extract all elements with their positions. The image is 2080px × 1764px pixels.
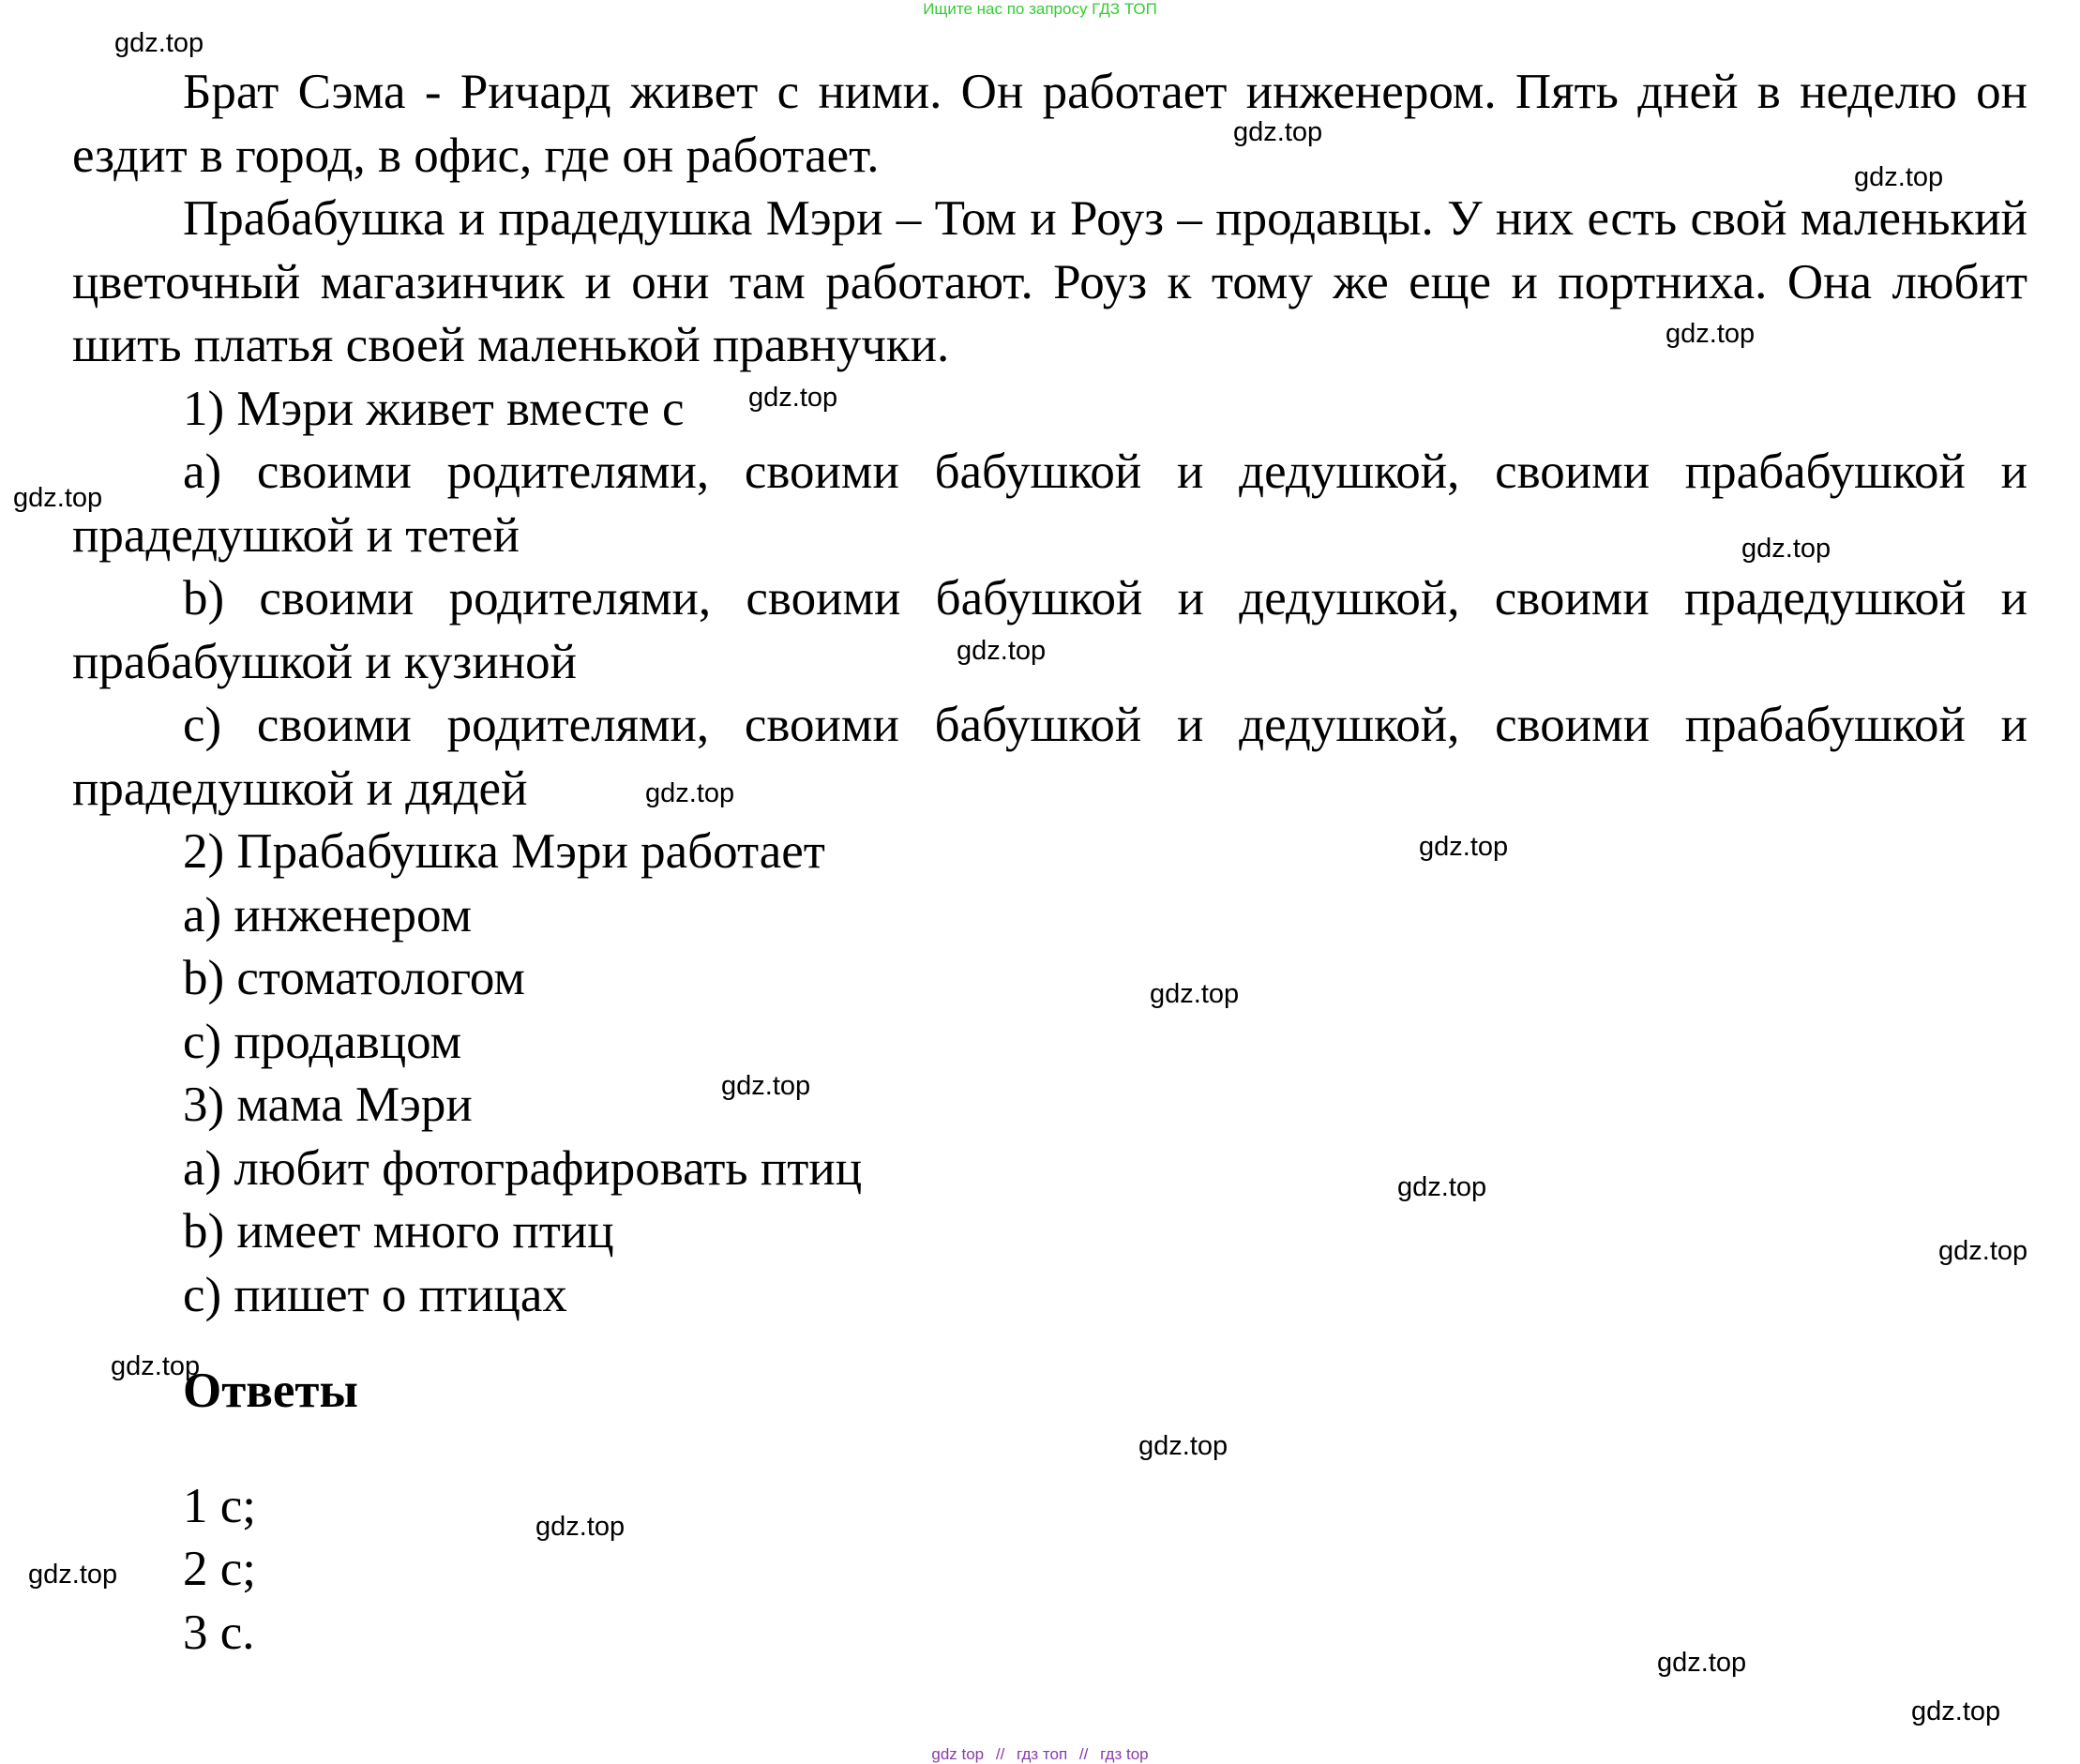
- footer-link[interactable]: гдз топ: [1017, 1745, 1068, 1763]
- question-3-option-a: a) любит фотографировать птиц: [183, 1140, 863, 1196]
- watermark: gdz.top: [1741, 534, 1831, 564]
- answers-list: [72, 1475, 2027, 1666]
- watermark: gdz.top: [1911, 1696, 2001, 1726]
- watermark: gdz.top: [721, 1071, 811, 1101]
- question-2-option-a: a) инженером: [183, 887, 473, 942]
- watermark: gdz.top: [1150, 979, 1240, 1009]
- question-2: 2) Прабабушка Мэри работает: [183, 824, 825, 879]
- watermark: gdz.top: [1938, 1236, 2028, 1266]
- answer-3: 3 с.: [183, 1605, 255, 1660]
- watermark: gdz.top: [1138, 1431, 1228, 1461]
- watermark: gdz.top: [114, 28, 204, 58]
- watermark: gdz.top: [28, 1560, 118, 1590]
- watermark: gdz.top: [748, 383, 838, 413]
- watermark: gdz.top: [535, 1512, 626, 1542]
- question-3-option-b: b) имеет много птиц: [183, 1204, 614, 1259]
- question-3-option-c: c) пишет о птицах: [183, 1267, 567, 1322]
- watermark: gdz.top: [645, 778, 735, 808]
- document-page: [72, 61, 2027, 1665]
- question-1-option-c: c) своими родителями, своими бабушкой и дедушкой, своими прабабушкой и прадедушкой и дядей: [72, 698, 2027, 816]
- question-3: 3) мама Мэри: [183, 1078, 473, 1132]
- watermark: gdz.top: [1666, 319, 1756, 349]
- question-2-option-c: c) продавцом: [183, 1014, 462, 1069]
- watermark: gdz.top: [1657, 1648, 1747, 1678]
- footer-separator: //: [1078, 1745, 1089, 1763]
- footer-separator: //: [995, 1745, 1005, 1763]
- watermark: gdz.top: [111, 1351, 201, 1381]
- watermark: gdz.top: [957, 636, 1047, 666]
- paragraph-richard: Брат Сэма - Ричард живет с ними. Он работает инженером. Пять дней в неделю он ездит в город, в офис, где он работает.: [72, 65, 2027, 183]
- paragraph-grandparents: Прабабушка и прадедушка Мэри – Том и Роуз – продавцы. У них есть свой маленький цветочный магазинчик и они там работают. Роуз к тому же еще и портниха. Она любит шить платья своей маленькой правнучки.: [72, 191, 2027, 372]
- answers-heading: Ответы: [183, 1364, 358, 1418]
- watermark: gdz.top: [1233, 117, 1323, 147]
- footer-link[interactable]: гдз top: [1100, 1745, 1149, 1763]
- question-1-option-b: b) своими родителями, своими бабушкой и дедушкой, своими прадедушкой и прабабушкой и кузиной: [72, 571, 2027, 689]
- question-1: 1) Мэри живет вместе с: [183, 381, 685, 436]
- question-1-option-a: a) своими родителями, своими бабушкой и дедушкой, своими прабабушкой и прадедушкой и тетей: [72, 445, 2027, 563]
- answer-2: 2 с;: [183, 1542, 256, 1596]
- watermark: gdz.top: [1419, 832, 1509, 862]
- top-banner[interactable]: Ищите нас по запросу ГДЗ ТОП: [923, 0, 1157, 18]
- answer-1: 1 с;: [183, 1478, 256, 1533]
- footer-link[interactable]: gdz top: [931, 1745, 985, 1763]
- watermark: gdz.top: [13, 483, 103, 513]
- watermark: gdz.top: [1397, 1172, 1487, 1202]
- question-2-option-b: b) стоматологом: [183, 951, 525, 1005]
- footer-links: [0, 1745, 2080, 1764]
- watermark: gdz.top: [1854, 162, 1944, 192]
